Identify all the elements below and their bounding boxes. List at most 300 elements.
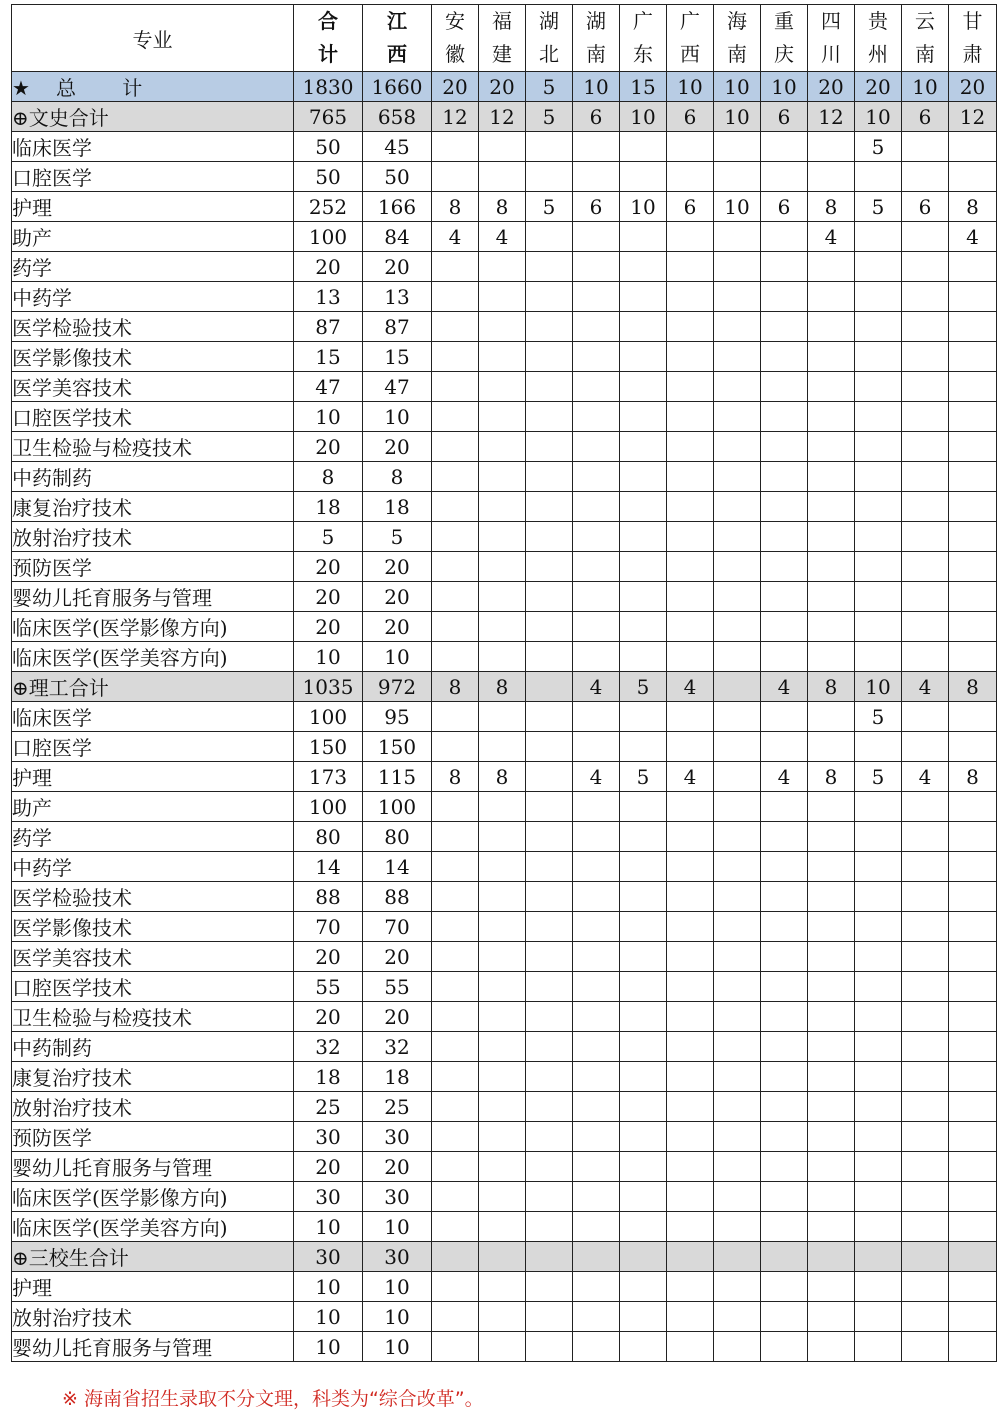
quota-cell bbox=[479, 612, 526, 642]
quota-cell bbox=[573, 792, 620, 822]
quota-cell bbox=[714, 462, 761, 492]
column-header bbox=[902, 5, 949, 72]
quota-cell bbox=[620, 642, 667, 672]
quota-cell bbox=[855, 312, 902, 342]
quota-cell bbox=[714, 1032, 761, 1062]
table-row bbox=[12, 342, 997, 372]
quota-cell: 1830 bbox=[294, 72, 363, 102]
quota-cell bbox=[479, 1002, 526, 1032]
quota-cell bbox=[808, 1032, 855, 1062]
quota-cell: 12 bbox=[432, 102, 479, 132]
quota-cell bbox=[855, 1092, 902, 1122]
quota-cell: 8 bbox=[432, 192, 479, 222]
quota-cell bbox=[573, 1272, 620, 1302]
quota-cell bbox=[902, 1152, 949, 1182]
quota-cell bbox=[573, 822, 620, 852]
quota-cell bbox=[761, 1212, 808, 1242]
quota-cell bbox=[479, 822, 526, 852]
column-header-line1: 广 bbox=[633, 9, 653, 33]
quota-cell: 20 bbox=[294, 432, 363, 462]
table-row bbox=[12, 1182, 997, 1212]
quota-cell bbox=[949, 972, 997, 1002]
major-name-cell: 药学 bbox=[12, 252, 294, 282]
quota-cell: 13 bbox=[363, 282, 432, 312]
quota-cell bbox=[808, 462, 855, 492]
quota-cell: 1035 bbox=[294, 672, 363, 702]
table-row bbox=[12, 882, 997, 912]
quota-cell: 10 bbox=[363, 642, 432, 672]
quota-cell bbox=[620, 1152, 667, 1182]
quota-cell bbox=[949, 882, 997, 912]
quota-cell bbox=[526, 522, 573, 552]
quota-cell: 10 bbox=[902, 72, 949, 102]
quota-cell bbox=[526, 912, 573, 942]
quota-cell bbox=[432, 1182, 479, 1212]
quota-cell bbox=[526, 222, 573, 252]
quota-cell bbox=[949, 492, 997, 522]
quota-cell bbox=[526, 552, 573, 582]
grand-total-label: 总 计 bbox=[55, 76, 163, 100]
quota-cell: 6 bbox=[761, 102, 808, 132]
quota-cell bbox=[808, 522, 855, 552]
quota-cell: 4 bbox=[479, 222, 526, 252]
quota-cell bbox=[479, 942, 526, 972]
quota-cell bbox=[855, 432, 902, 462]
quota-cell bbox=[761, 552, 808, 582]
table-row bbox=[12, 1092, 997, 1122]
quota-cell bbox=[620, 1272, 667, 1302]
quota-cell bbox=[526, 162, 573, 192]
quota-cell: 70 bbox=[363, 912, 432, 942]
quota-cell bbox=[808, 882, 855, 912]
quota-cell bbox=[808, 1212, 855, 1242]
quota-cell bbox=[479, 1152, 526, 1182]
quota-cell bbox=[432, 462, 479, 492]
quota-cell bbox=[902, 402, 949, 432]
quota-cell bbox=[479, 432, 526, 462]
quota-cell bbox=[808, 732, 855, 762]
quota-cell bbox=[479, 702, 526, 732]
quota-cell: 32 bbox=[363, 1032, 432, 1062]
quota-cell bbox=[808, 792, 855, 822]
quota-cell bbox=[432, 912, 479, 942]
quota-cell bbox=[855, 1122, 902, 1152]
quota-cell bbox=[855, 492, 902, 522]
table-row bbox=[12, 252, 997, 282]
quota-cell bbox=[714, 822, 761, 852]
quota-cell: 173 bbox=[294, 762, 363, 792]
quota-cell bbox=[620, 942, 667, 972]
table-row bbox=[12, 822, 997, 852]
quota-cell bbox=[902, 1302, 949, 1332]
major-name-cell: 康复治疗技术 bbox=[12, 1062, 294, 1092]
quota-cell: 88 bbox=[363, 882, 432, 912]
quota-cell bbox=[714, 252, 761, 282]
quota-cell bbox=[432, 942, 479, 972]
quota-cell: 4 bbox=[573, 672, 620, 702]
quota-cell: 18 bbox=[294, 1062, 363, 1092]
quota-cell bbox=[761, 1242, 808, 1272]
major-name-cell: 临床医学(医学影像方向) bbox=[12, 1182, 294, 1212]
quota-cell bbox=[949, 372, 997, 402]
quota-cell bbox=[855, 1032, 902, 1062]
column-header bbox=[294, 5, 363, 72]
quota-cell bbox=[808, 1062, 855, 1092]
quota-cell bbox=[949, 1002, 997, 1032]
major-name-cell: 婴幼儿托育服务与管理 bbox=[12, 1332, 294, 1362]
quota-cell: 8 bbox=[949, 762, 997, 792]
quota-cell: 47 bbox=[294, 372, 363, 402]
quota-cell: 8 bbox=[808, 192, 855, 222]
major-name-cell: 医学美容技术 bbox=[12, 942, 294, 972]
table-row bbox=[12, 282, 997, 312]
table-row bbox=[12, 432, 997, 462]
quota-cell: 20 bbox=[294, 1002, 363, 1032]
quota-cell bbox=[902, 1122, 949, 1152]
quota-cell: 6 bbox=[667, 102, 714, 132]
quota-cell bbox=[808, 312, 855, 342]
quota-cell: 4 bbox=[667, 762, 714, 792]
quota-cell bbox=[761, 792, 808, 822]
major-name-cell: 卫生检验与检疫技术 bbox=[12, 432, 294, 462]
quota-cell bbox=[808, 1332, 855, 1362]
quota-cell bbox=[620, 1002, 667, 1032]
quota-cell bbox=[714, 132, 761, 162]
table-row bbox=[12, 942, 997, 972]
quota-cell bbox=[573, 132, 620, 162]
quota-cell bbox=[526, 1272, 573, 1302]
quota-cell: 12 bbox=[949, 102, 997, 132]
quota-cell: 55 bbox=[363, 972, 432, 1002]
quota-cell: 10 bbox=[714, 72, 761, 102]
quota-cell: 10 bbox=[363, 1332, 432, 1362]
quota-cell bbox=[949, 942, 997, 972]
quota-cell bbox=[573, 402, 620, 432]
quota-cell bbox=[526, 1092, 573, 1122]
quota-cell bbox=[949, 702, 997, 732]
quota-cell bbox=[620, 252, 667, 282]
table-row bbox=[12, 642, 997, 672]
quota-cell: 20 bbox=[363, 1152, 432, 1182]
subtotal-row bbox=[12, 102, 997, 132]
quota-cell bbox=[714, 162, 761, 192]
quota-cell bbox=[855, 1182, 902, 1212]
quota-cell bbox=[573, 972, 620, 1002]
quota-cell bbox=[855, 792, 902, 822]
quota-cell bbox=[526, 972, 573, 1002]
quota-cell: 5 bbox=[363, 522, 432, 552]
quota-cell: 10 bbox=[363, 1272, 432, 1302]
quota-cell: 972 bbox=[363, 672, 432, 702]
quota-cell: 20 bbox=[432, 72, 479, 102]
quota-cell: 30 bbox=[363, 1242, 432, 1272]
quota-cell bbox=[667, 1032, 714, 1062]
table-row bbox=[12, 552, 997, 582]
quota-cell: 658 bbox=[363, 102, 432, 132]
column-header-line2: 川 bbox=[821, 42, 841, 66]
major-name-cell: 中药制药 bbox=[12, 1032, 294, 1062]
quota-cell: 10 bbox=[363, 402, 432, 432]
quota-cell bbox=[855, 1332, 902, 1362]
column-header-line2: 东 bbox=[633, 42, 653, 66]
table-row bbox=[12, 1062, 997, 1092]
quota-cell bbox=[432, 552, 479, 582]
quota-cell bbox=[667, 852, 714, 882]
quota-cell bbox=[808, 1242, 855, 1272]
quota-cell bbox=[714, 882, 761, 912]
quota-cell: 10 bbox=[294, 1272, 363, 1302]
quota-cell bbox=[620, 402, 667, 432]
column-header-line2: 南 bbox=[727, 42, 747, 66]
quota-cell bbox=[667, 912, 714, 942]
column-header-line2: 徽 bbox=[445, 42, 465, 66]
quota-cell bbox=[855, 1212, 902, 1242]
quota-cell bbox=[526, 762, 573, 792]
column-header bbox=[808, 5, 855, 72]
quota-cell bbox=[573, 612, 620, 642]
quota-cell bbox=[667, 702, 714, 732]
quota-cell bbox=[714, 792, 761, 822]
quota-cell: 18 bbox=[294, 492, 363, 522]
quota-cell bbox=[902, 792, 949, 822]
column-header-line1: 甘 bbox=[962, 9, 983, 33]
quota-cell bbox=[573, 312, 620, 342]
quota-cell bbox=[526, 882, 573, 912]
column-header bbox=[432, 5, 479, 72]
quota-cell: 8 bbox=[432, 672, 479, 702]
quota-cell bbox=[761, 132, 808, 162]
quota-cell: 30 bbox=[294, 1122, 363, 1152]
quota-cell bbox=[667, 1332, 714, 1362]
quota-cell bbox=[432, 642, 479, 672]
quota-cell: 20 bbox=[808, 72, 855, 102]
quota-cell bbox=[761, 942, 808, 972]
quota-cell: 6 bbox=[573, 102, 620, 132]
major-name-cell: 护理 bbox=[12, 1272, 294, 1302]
quota-cell bbox=[432, 252, 479, 282]
quota-cell bbox=[667, 1272, 714, 1302]
column-header-line1: 海 bbox=[727, 9, 747, 33]
table-row bbox=[12, 972, 997, 1002]
quota-cell: 14 bbox=[294, 852, 363, 882]
quota-cell bbox=[573, 582, 620, 612]
quota-cell bbox=[949, 132, 997, 162]
quota-cell: 20 bbox=[363, 612, 432, 642]
quota-cell: 20 bbox=[294, 612, 363, 642]
quota-cell: 18 bbox=[363, 1062, 432, 1092]
major-name-cell: 临床医学 bbox=[12, 132, 294, 162]
quota-cell: 18 bbox=[363, 492, 432, 522]
table-row bbox=[12, 792, 997, 822]
column-header-line1: 四 bbox=[821, 9, 841, 33]
quota-cell bbox=[432, 162, 479, 192]
quota-cell: 10 bbox=[294, 642, 363, 672]
major-name-cell: 助产 bbox=[12, 792, 294, 822]
quota-cell bbox=[526, 1002, 573, 1032]
quota-cell: 6 bbox=[573, 192, 620, 222]
quota-cell bbox=[761, 1002, 808, 1032]
quota-cell: 10 bbox=[294, 1332, 363, 1362]
quota-cell bbox=[432, 732, 479, 762]
quota-cell bbox=[714, 312, 761, 342]
quota-cell bbox=[667, 1062, 714, 1092]
quota-cell bbox=[479, 492, 526, 522]
column-header-line2: 南 bbox=[586, 42, 606, 66]
quota-cell bbox=[714, 402, 761, 432]
quota-cell bbox=[902, 252, 949, 282]
table-row bbox=[12, 912, 997, 942]
quota-cell bbox=[526, 1242, 573, 1272]
quota-cell: 6 bbox=[667, 192, 714, 222]
quota-cell bbox=[902, 1002, 949, 1032]
quota-cell bbox=[855, 942, 902, 972]
quota-cell bbox=[808, 1152, 855, 1182]
quota-cell bbox=[526, 612, 573, 642]
quota-cell bbox=[620, 462, 667, 492]
quota-cell bbox=[479, 522, 526, 552]
quota-cell bbox=[761, 642, 808, 672]
quota-cell: 20 bbox=[479, 72, 526, 102]
quota-cell bbox=[667, 1092, 714, 1122]
quota-cell bbox=[714, 1242, 761, 1272]
quota-cell bbox=[479, 1302, 526, 1332]
quota-cell: 765 bbox=[294, 102, 363, 132]
table-row bbox=[12, 702, 997, 732]
quota-cell: 14 bbox=[363, 852, 432, 882]
quota-cell: 10 bbox=[363, 1302, 432, 1332]
quota-cell bbox=[432, 1092, 479, 1122]
table-row bbox=[12, 612, 997, 642]
quota-cell bbox=[855, 822, 902, 852]
quota-cell bbox=[808, 372, 855, 402]
quota-cell bbox=[714, 972, 761, 1002]
table-row bbox=[12, 312, 997, 342]
quota-cell bbox=[855, 1152, 902, 1182]
quota-cell bbox=[667, 552, 714, 582]
quota-cell bbox=[432, 1152, 479, 1182]
quota-cell bbox=[808, 1302, 855, 1332]
quota-cell bbox=[761, 582, 808, 612]
column-header-line1: 重 bbox=[774, 9, 794, 33]
quota-cell bbox=[949, 162, 997, 192]
quota-cell: 10 bbox=[620, 192, 667, 222]
quota-cell bbox=[526, 942, 573, 972]
quota-cell bbox=[855, 882, 902, 912]
quota-cell: 166 bbox=[363, 192, 432, 222]
column-header bbox=[855, 5, 902, 72]
quota-cell bbox=[808, 282, 855, 312]
quota-cell bbox=[526, 642, 573, 672]
column-header-line2: 北 bbox=[539, 42, 559, 66]
quota-cell: 20 bbox=[363, 582, 432, 612]
quota-cell: 30 bbox=[363, 1122, 432, 1152]
table-row bbox=[12, 582, 997, 612]
quota-cell bbox=[573, 552, 620, 582]
quota-cell bbox=[855, 522, 902, 552]
quota-cell: 6 bbox=[761, 192, 808, 222]
quota-cell bbox=[761, 1272, 808, 1302]
quota-cell bbox=[479, 1212, 526, 1242]
quota-cell bbox=[808, 492, 855, 522]
quota-cell bbox=[902, 1182, 949, 1212]
quota-cell bbox=[808, 852, 855, 882]
quota-cell bbox=[479, 462, 526, 492]
quota-cell: 87 bbox=[363, 312, 432, 342]
quota-cell: 88 bbox=[294, 882, 363, 912]
major-name-cell: 卫生检验与检疫技术 bbox=[12, 1002, 294, 1032]
major-name-cell: ⊕文史合计 bbox=[12, 102, 294, 132]
quota-cell bbox=[714, 372, 761, 402]
major-name-cell: 口腔医学 bbox=[12, 162, 294, 192]
quota-cell bbox=[949, 612, 997, 642]
quota-cell bbox=[761, 1332, 808, 1362]
quota-cell bbox=[949, 282, 997, 312]
column-header-line1: 合 bbox=[318, 9, 338, 33]
quota-cell bbox=[667, 612, 714, 642]
table-header-row bbox=[12, 5, 997, 72]
table-row bbox=[12, 492, 997, 522]
major-name-cell: 中药制药 bbox=[12, 462, 294, 492]
quota-cell: 252 bbox=[294, 192, 363, 222]
quota-cell: 6 bbox=[902, 192, 949, 222]
quota-cell bbox=[573, 1242, 620, 1272]
major-name-cell: 护理 bbox=[12, 762, 294, 792]
quota-cell bbox=[573, 492, 620, 522]
quota-cell bbox=[714, 1182, 761, 1212]
quota-cell bbox=[432, 1062, 479, 1092]
quota-cell: 8 bbox=[808, 672, 855, 702]
column-header bbox=[479, 5, 526, 72]
quota-cell bbox=[573, 1092, 620, 1122]
quota-cell bbox=[855, 282, 902, 312]
major-name-cell: 中药学 bbox=[12, 282, 294, 312]
quota-cell bbox=[573, 702, 620, 732]
quota-cell bbox=[714, 1152, 761, 1182]
quota-cell bbox=[949, 1092, 997, 1122]
quota-cell bbox=[949, 1302, 997, 1332]
major-name-cell: 护理 bbox=[12, 192, 294, 222]
quota-cell bbox=[526, 1122, 573, 1152]
quota-cell bbox=[526, 342, 573, 372]
column-header-line2: 西 bbox=[387, 42, 407, 66]
quota-cell: 20 bbox=[294, 1152, 363, 1182]
quota-cell bbox=[855, 462, 902, 492]
quota-cell bbox=[526, 1032, 573, 1062]
quota-cell bbox=[479, 552, 526, 582]
column-header-line1: 广 bbox=[680, 9, 700, 33]
quota-cell bbox=[902, 132, 949, 162]
quota-cell bbox=[761, 402, 808, 432]
quota-cell: 4 bbox=[573, 762, 620, 792]
quota-cell bbox=[949, 582, 997, 612]
column-header bbox=[573, 5, 620, 72]
enrollment-plan-table bbox=[11, 4, 997, 1362]
quota-cell bbox=[620, 372, 667, 402]
quota-cell bbox=[432, 1332, 479, 1362]
major-name-cell: 药学 bbox=[12, 822, 294, 852]
quota-cell bbox=[808, 252, 855, 282]
quota-cell: 6 bbox=[902, 102, 949, 132]
quota-cell bbox=[761, 1122, 808, 1152]
quota-cell bbox=[855, 252, 902, 282]
quota-cell bbox=[667, 372, 714, 402]
quota-cell bbox=[855, 1242, 902, 1272]
major-name-cell: 放射治疗技术 bbox=[12, 1302, 294, 1332]
quota-cell bbox=[855, 342, 902, 372]
table-row bbox=[12, 372, 997, 402]
quota-cell bbox=[573, 162, 620, 192]
quota-cell: 80 bbox=[363, 822, 432, 852]
